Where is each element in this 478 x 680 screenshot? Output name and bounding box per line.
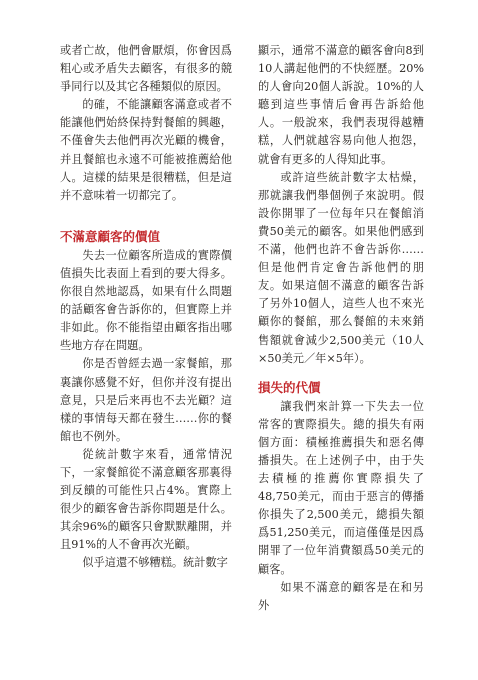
paragraph: 似乎這還不够糟糕。統計數字 xyxy=(82,556,228,570)
right-column xyxy=(258,42,424,615)
paragraph: 或許這些統計數字太枯燥，那就讓我們舉個例子來說明。假設你開罪了一位每年只在餐館消費50美元的顧客。如果他們感到不滿，他們也許不會告訴你……但是他們肯定會告訴他們的朋友。如果這個不滿意的顧客告訴了另外10個人，這些人也不來光顧你的餐館，那么餐館的未來銷售額就會減少2,500美元（10人×50美元／年×5年）。 xyxy=(258,170,424,365)
paragraph: 讓我們來計算一下失去一位常客的實際損失。總的損失有兩個方面：積極推薦損失和惡名傳播損失。在上述例子中，由于失去積極的推薦你實際損失了48,750美元，而由于惡言的傳播你損失了2,500美元，總損失額爲51,250美元，而這僅僅是因爲開罪了一位年消費額爲50美元的顧客。 xyxy=(258,399,424,576)
paragraph: 的確，不能讓顧客滿意或者不能讓他們始終保持對餐館的興趣，不僅會失去他們再次光顧的機會，并且餐館也永遠不可能被推薦給他人。這樣的結果是很糟糕，但是這并不意味着一切都完了。 xyxy=(60,98,232,202)
paragraph: 失去一位顧客所造成的實際價值損失比表面上看到的要大得多。你很自然地認爲，如果有什么問題的話顧客會告訴你的，但實際上并非如此。你不能指望由顧客指出哪些地方存在問題。 xyxy=(60,248,232,353)
paragraph: 顯示，通常不滿意的顧客會向8到10人講起他們的不快經歷。20%的人會向20個人訴說。10%的人聽到這些事情后會再告訴給他人。一般說來，我們表現得越糟糕，人們就越容易向他人抱怨，就會有更多的人得知此事。 xyxy=(258,44,424,166)
left-column xyxy=(60,42,232,573)
paragraph: 或者亡故，他們會厭煩，你會因爲粗心或矛盾失去顧客，有很多的競爭同行以及其它各種類似的原因。 xyxy=(60,44,232,94)
paragraph: 你是否曾經去過一家餐館，那裏讓你感覺不好，但你并沒有提出意見，只是后来再也不去光顧？這樣的事情每天都在發生……你的餐館也不例外。 xyxy=(60,357,232,443)
paragraph: 如果不滿意的顧客是在和另外 xyxy=(258,580,424,612)
section-heading: 不滿意顧客的價值 xyxy=(60,228,161,244)
section-heading: 損失的代價 xyxy=(258,379,321,395)
paragraph: 從統計數字來看，通常情況下，一家餐館從不滿意顧客那裏得到反饋的可能性只占4%。實際上很少的顧客會告訴你問題是什么。其余96%的顧客只會默默離開，并且91%的人不會再次光顧。 xyxy=(60,447,232,552)
